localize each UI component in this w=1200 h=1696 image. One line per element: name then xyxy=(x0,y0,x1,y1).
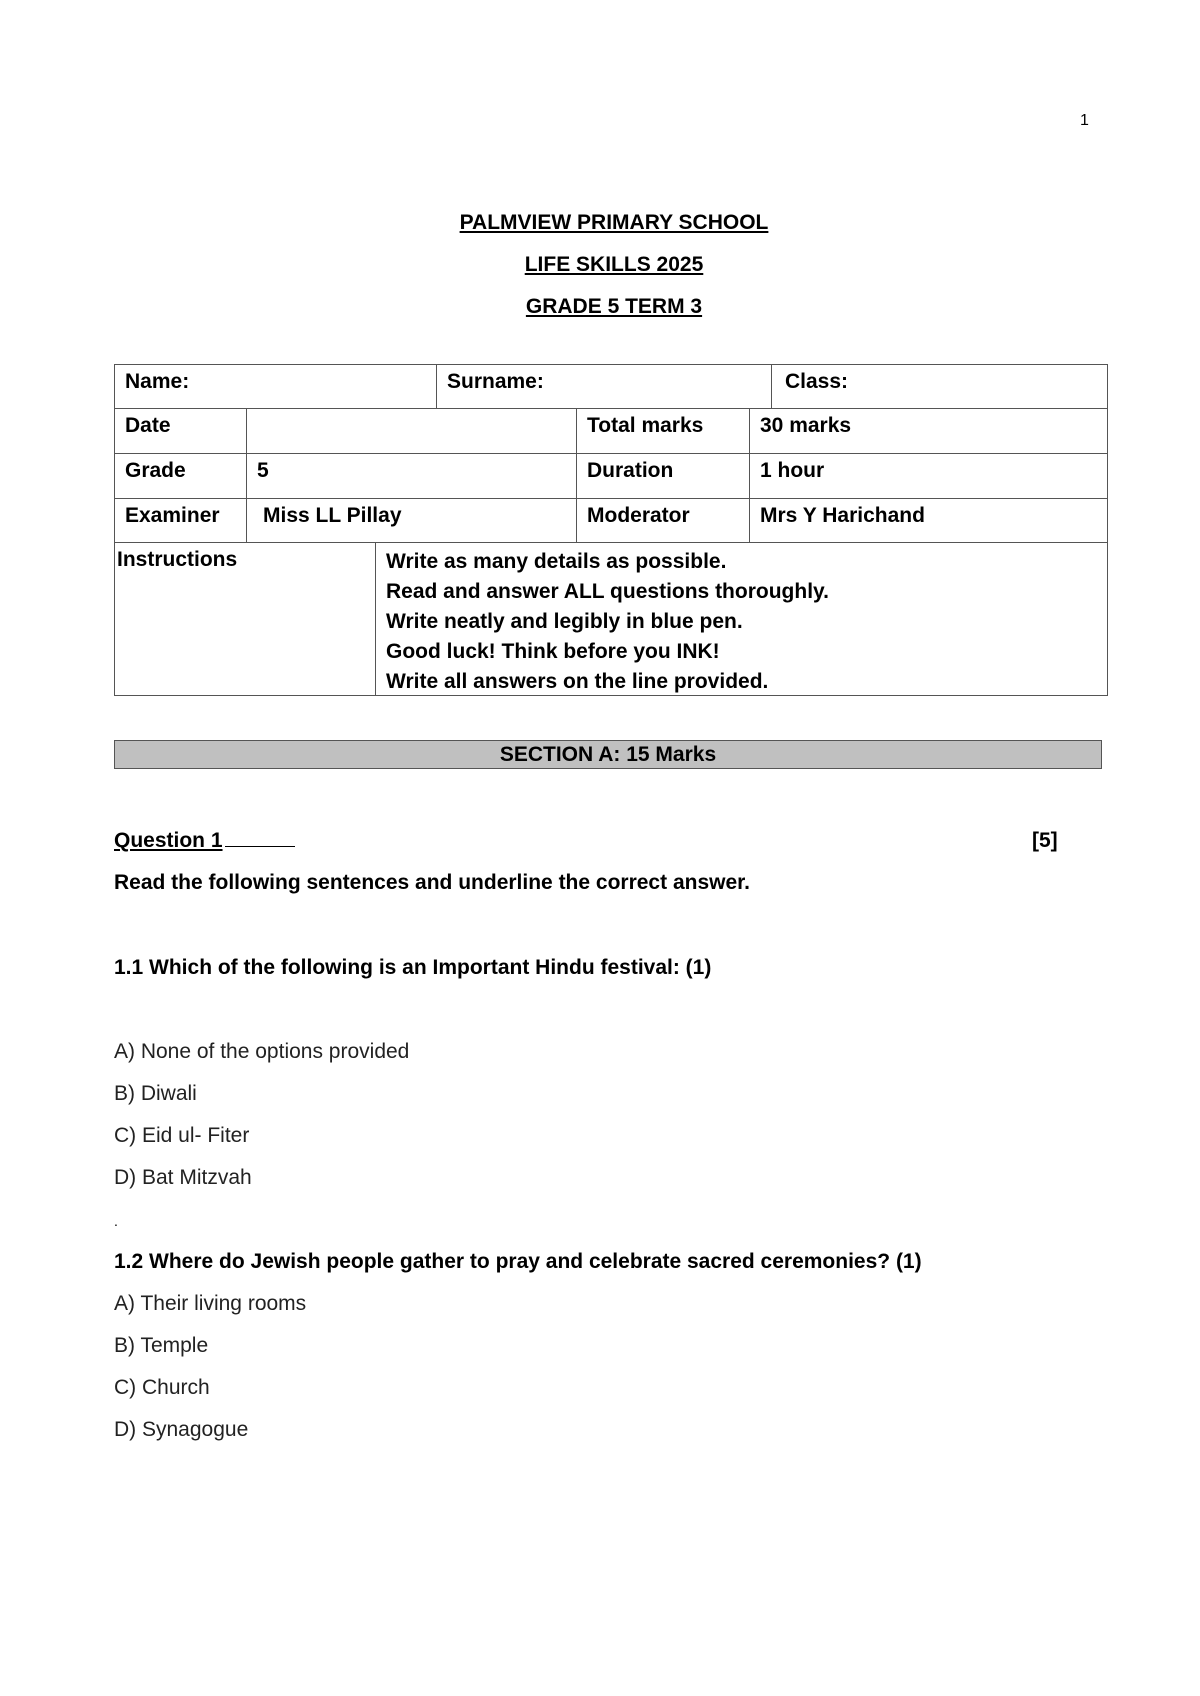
examiner-label: Examiner xyxy=(125,504,220,527)
duration-label: Duration xyxy=(576,454,749,498)
option-a[interactable]: A) Their living rooms xyxy=(114,1292,307,1315)
option-d[interactable]: D) Synagogue xyxy=(114,1418,249,1441)
duration-value: 1 hour xyxy=(749,454,1107,498)
moderator-value: Mrs Y Harichand xyxy=(749,499,1107,542)
total-marks-label: Total marks xyxy=(576,409,749,453)
surname-label: Surname: xyxy=(436,365,771,408)
section-a-header: SECTION A: 15 Marks xyxy=(114,740,1102,769)
grade-term-title: GRADE 5 TERM 3 xyxy=(525,295,703,318)
table-row-name xyxy=(114,364,1108,409)
instruction-line: Good luck! Think before you INK! xyxy=(386,640,720,663)
date-label: Date xyxy=(125,414,171,437)
table-row-date xyxy=(114,408,1108,454)
subject-title: LIFE SKILLS 2025 xyxy=(524,253,704,276)
table-row-instructions xyxy=(114,542,1108,696)
separator-dot: . xyxy=(114,1213,118,1229)
grade-value: 5 xyxy=(246,454,576,498)
question-1-instruction: Read the following sentences and underline the correct answer. xyxy=(114,871,750,894)
name-label: Name: xyxy=(125,370,190,393)
option-d[interactable]: D) Bat Mitzvah xyxy=(114,1166,252,1189)
instruction-line: Write all answers on the line provided. xyxy=(386,670,769,693)
option-b[interactable]: B) Diwali xyxy=(114,1082,197,1105)
date-value xyxy=(246,409,576,453)
option-a[interactable]: A) None of the options provided xyxy=(114,1040,410,1063)
question-1-marks: [5] xyxy=(1032,829,1058,852)
option-c[interactable]: C) Eid ul- Fiter xyxy=(114,1124,250,1147)
instruction-line: Read and answer ALL questions thoroughly. xyxy=(386,580,829,603)
question-1-1: 1.1 Which of the following is an Important Hindu festival: (1) xyxy=(114,956,712,979)
total-marks-value: 30 marks xyxy=(749,409,1107,453)
class-label: Class: xyxy=(771,365,1107,408)
question-1-title: Question 1 xyxy=(114,829,295,853)
table-row-examiner xyxy=(114,498,1108,543)
page-number: 1 xyxy=(1080,112,1089,129)
title-underline xyxy=(225,845,295,847)
instructions-list xyxy=(375,543,1107,695)
grade-label: Grade xyxy=(125,459,186,482)
option-c[interactable]: C) Church xyxy=(114,1376,210,1399)
table-row-grade xyxy=(114,453,1108,499)
examiner-value: Miss LL Pillay xyxy=(246,499,576,542)
instructions-label: Instructions xyxy=(117,548,238,571)
option-b[interactable]: B) Temple xyxy=(114,1334,209,1357)
moderator-label: Moderator xyxy=(576,499,749,542)
instruction-line: Write as many details as possible. xyxy=(386,550,727,573)
school-title: PALMVIEW PRIMARY SCHOOL xyxy=(459,211,769,234)
question-1-2: 1.2 Where do Jewish people gather to pray and celebrate sacred ceremonies? (1) xyxy=(114,1250,922,1273)
instruction-line: Write neatly and legibly in blue pen. xyxy=(386,610,743,633)
